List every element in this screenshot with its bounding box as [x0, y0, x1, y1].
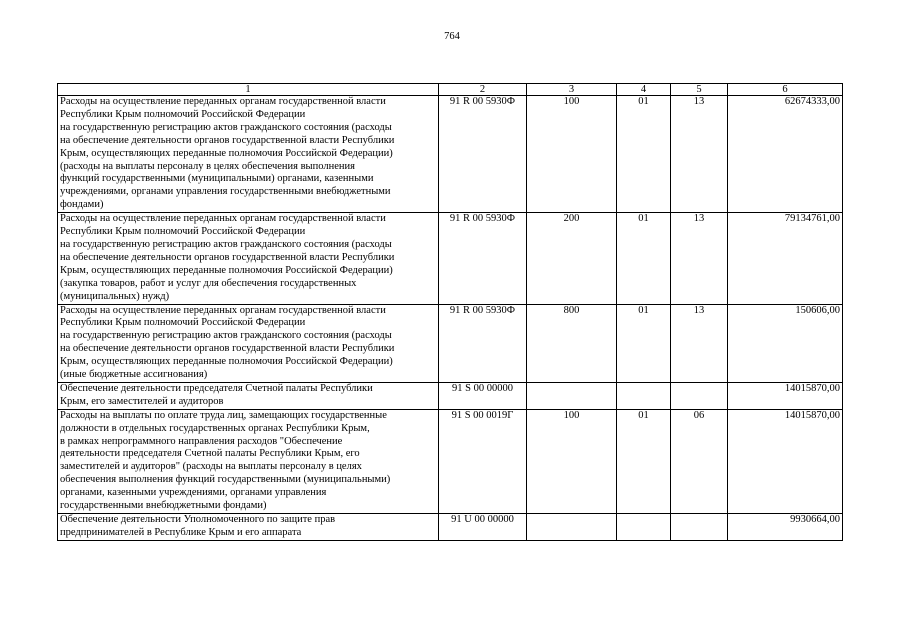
row-subsection: 13	[671, 304, 728, 382]
row-section: 01	[617, 409, 671, 513]
row-code: 91 R 00 5930Ф	[439, 213, 527, 304]
row-description: Расходы на осуществление переданных органам государственной власти Республики Крым полномочий Российской Федерации на государственную регистрацию актов гражданского состояния (расходы на обеспечение деятельности органов государственной власти Республики Крым, осуществляющих переданные полномочия Российской Федерации) (иные бюджетные ассигнования)	[58, 304, 439, 382]
page-number: 764	[444, 31, 460, 42]
table-row	[58, 96, 843, 213]
row-description: Расходы на выплаты по оплате труда лиц, замещающих государственные должности в отдельных государственных органах Республики Крым, в рамках непрограммного направления расходов "Обеспечение деятельности председателя Счетной палаты Республики Крым, его заместителей и аудиторов" (расходы на выплаты персоналу в целях обеспечения выполнения функций государственными (муниципальными) органами, казенными учреждениями, органами управления государственными внебюджетными фондами)	[58, 409, 439, 513]
column-header-5: 5	[671, 84, 728, 96]
row-subsection	[671, 382, 728, 409]
row-code: 91 R 00 5930Ф	[439, 304, 527, 382]
column-header-6: 6	[728, 84, 843, 96]
column-header-2: 2	[439, 84, 527, 96]
row-subsection	[671, 514, 728, 541]
row-section	[617, 382, 671, 409]
row-description: Обеспечение деятельности Уполномоченного по защите прав предпринимателей в Республике Крым и его аппарата	[58, 514, 439, 541]
row-code: 91 R 00 5930Ф	[439, 96, 527, 213]
row-code: 91 U 00 00000	[439, 514, 527, 541]
table-row	[58, 382, 843, 409]
row-amount: 62674333,00	[728, 96, 843, 213]
column-header-3: 3	[527, 84, 617, 96]
row-code: 91 S 00 00000	[439, 382, 527, 409]
column-header-1: 1	[58, 84, 439, 96]
row-description: Обеспечение деятельности председателя Счетной палаты Республики Крым, его заместителей и аудиторов	[58, 382, 439, 409]
row-expense-type: 100	[527, 96, 617, 213]
table-row	[58, 409, 843, 513]
row-expense-type	[527, 514, 617, 541]
row-subsection: 13	[671, 213, 728, 304]
table-row	[58, 213, 843, 304]
row-expense-type: 100	[527, 409, 617, 513]
row-amount: 9930664,00	[728, 514, 843, 541]
row-amount: 14015870,00	[728, 382, 843, 409]
row-subsection: 06	[671, 409, 728, 513]
row-section: 01	[617, 304, 671, 382]
row-subsection: 13	[671, 96, 728, 213]
row-section	[617, 514, 671, 541]
row-amount: 150606,00	[728, 304, 843, 382]
table-row	[58, 304, 843, 382]
budget-table	[57, 83, 843, 541]
header-row	[58, 84, 843, 96]
row-code: 91 S 00 0019Г	[439, 409, 527, 513]
row-amount: 14015870,00	[728, 409, 843, 513]
table-row	[58, 514, 843, 541]
row-expense-type: 200	[527, 213, 617, 304]
row-amount: 79134761,00	[728, 213, 843, 304]
row-expense-type: 800	[527, 304, 617, 382]
row-expense-type	[527, 382, 617, 409]
row-section: 01	[617, 213, 671, 304]
row-description: Расходы на осуществление переданных органам государственной власти Республики Крым полномочий Российской Федерации на государственную регистрацию актов гражданского состояния (расходы на обеспечение деятельности органов государственной власти Республики Крым, осуществляющих переданные полномочия Российской Федерации) (закупка товаров, работ и услуг для обеспечения государственных (муниципальных) нужд)	[58, 213, 439, 304]
row-description: Расходы на осуществление переданных органам государственной власти Республики Крым полномочий Российской Федерации на государственную регистрацию актов гражданского состояния (расходы на обеспечение деятельности органов государственной власти Республики Крым, осуществляющих переданные полномочия Российской Федерации) (расходы на выплаты персоналу в целях обеспечения выполнения функций государственными (муниципальными) органами, казенными учреждениями, органами управления государственными внебюджетными фондами)	[58, 96, 439, 213]
column-header-4: 4	[617, 84, 671, 96]
row-section: 01	[617, 96, 671, 213]
